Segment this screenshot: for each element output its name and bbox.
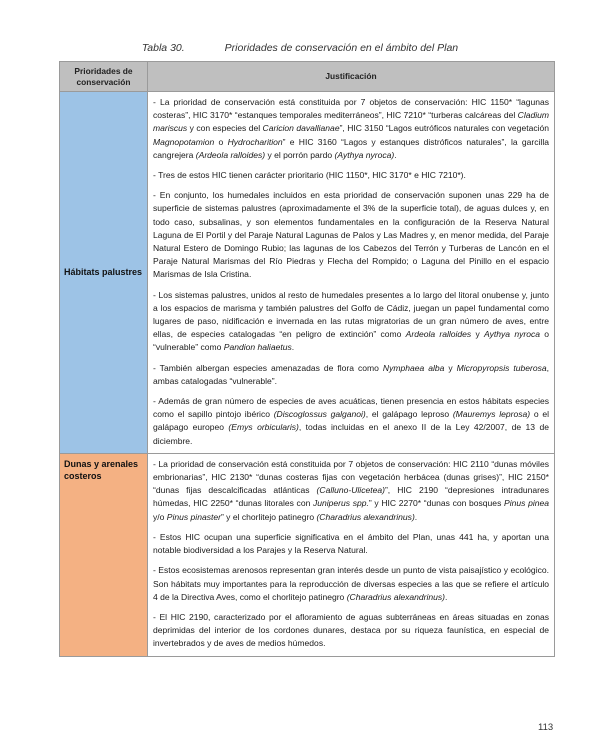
justification-paragraph: - Estos ecosistemas arenosos representan gran interés desde un punto de vista paisajístico y ecológico. Son hábitats muy importantes para la reproducción de diversas especies a las que se refiere el artículo 4 de la Directiva Aves, como el chorlitejo patinegro (Charadrius alexandrinus).: [153, 565, 549, 602]
caption-title: Prioridades de conservación en el ámbito del Plan: [224, 42, 459, 54]
justification-paragraph: - Tres de estos HIC tienen carácter prioritario (HIC 1150*, HIC 3170* e HIC 7210*).: [153, 170, 466, 181]
priority-label: Hábitats palustres: [60, 92, 148, 454]
justification-cell: [148, 92, 555, 454]
header-justification: Justificación: [148, 62, 555, 92]
justification-paragraph: - También albergan especies amenazadas de flora como Nymphaea alba y Micropyropsis tuberosa, ambas catalogadas “vulnerable”.: [153, 362, 549, 386]
page-number: 113: [538, 722, 554, 733]
justification-paragraph: - Los sistemas palustres, unidos al resto de humedales presentes a lo largo del litoral onubense y, junto a los espacios de marisma y también palustres del Golfo de Cádiz, juegan un papel fundamental como lugares de paso, nidificación e invernada en las rutas migratorias de un gran número de aves, entre ellas, de especies catalogadas “en peligro de extinción” como Ardeola ralloides y Aythya nyroca o “vulnerable” como Pandion haliaetus.: [153, 289, 549, 353]
conservation-priorities-table: [59, 61, 555, 657]
table-caption: [0, 42, 600, 54]
justification-paragraph: - La prioridad de conservación está constituida por 7 objetos de conservación: HIC 2110 “dunas móviles embrionarias”, HIC 2130* “dunas costeras fijas con vegetación herbácea (dunas grises)”, HIC 2150* “dunas fijas descalcificadas atlánticas (Calluno-Ulicetea)”, HIC 2190 “depresiones intradunares húmedas, HIC 2250* “dunas litorales con Juniperus spp.” y HIC 2270* “dunas con bosques Pinus pinea y/o Pinus pinaster” y el chorlitejo patinegro (Charadrius alexandrinus).: [153, 458, 549, 522]
header-priorities: Prioridades de conservación: [60, 62, 148, 92]
table-header-row: [60, 62, 555, 92]
justification-paragraph: - En conjunto, los humedales incluidos en esta prioridad de conservación suponen unas 229 ha de superficie de sistemas palustres (aproximadamente el 3% de la superficie total), de aguas dulces y, en todo caso, subsalinas, y son elementos fundamentales en la configuración de la Reserva Natural Laguna de El Portil y del Paraje Natural Lagunas de Palos y Las Madres y, en menor medida, del Paraje Natural Estero de Domingo Rubio; las lagunas de los Cabezos del Terrón y Turberas de Lancón en el Paraje Natural Marismas del Río Piedras y Flecha del Rompido; o Laguna del Pinillo en el espacio Marismas de Isla Cristina.: [153, 190, 549, 280]
justification-paragraph: - La prioridad de conservación está constituida por 7 objetos de conservación: HIC 1150* “lagunas costeras”, HIC 3170* “estanques temporales mediterráneos”, HIC 7210* “turberas calcáreas del Cladium mariscus y con especies del Caricion davallianae”, HIC 3150 “Lagos eutróficos naturales con vegetación Magnopotamion o Hydrocharition” e HIC 3160 “Lagos y estanques distróficos naturales”, la garcilla cangrejera (Ardeola ralloides) y el porrón pardo (Aythya nyroca).: [153, 97, 550, 160]
justification-paragraph: - Estos HIC ocupan una superficie significativa en el ámbito del Plan, unas 441 ha, y aportan una notable biodiversidad a los Parajes y la Reserva Natural.: [153, 531, 549, 556]
justification-paragraph: - El HIC 2190, caracterizado por el afloramiento de aguas subterráneas en áreas situadas en zonas deprimidas del interior de los cordones dunares, destaca por su riqueza faunística, en especial de invertebrados y de aves de medios húmedos.: [153, 611, 549, 649]
justification-paragraph: - Además de gran número de especies de aves acuáticas, tienen presencia en estos hábitats especies como el sapillo pintojo ibérico (Discoglossus galganoi), el galápago leproso (Mauremys leprosa) o el galápago europeo (Emys orbicularis), todas incluidas en el anexo II de la Ley 42/2007, de 13 de diciembre.: [153, 396, 549, 446]
table-row: [60, 92, 555, 454]
caption-number: Tabla 30.: [141, 42, 185, 54]
justification-cell: [148, 453, 555, 656]
table-row: [60, 453, 555, 656]
priority-label: Dunas y arenales costeros: [60, 453, 148, 656]
